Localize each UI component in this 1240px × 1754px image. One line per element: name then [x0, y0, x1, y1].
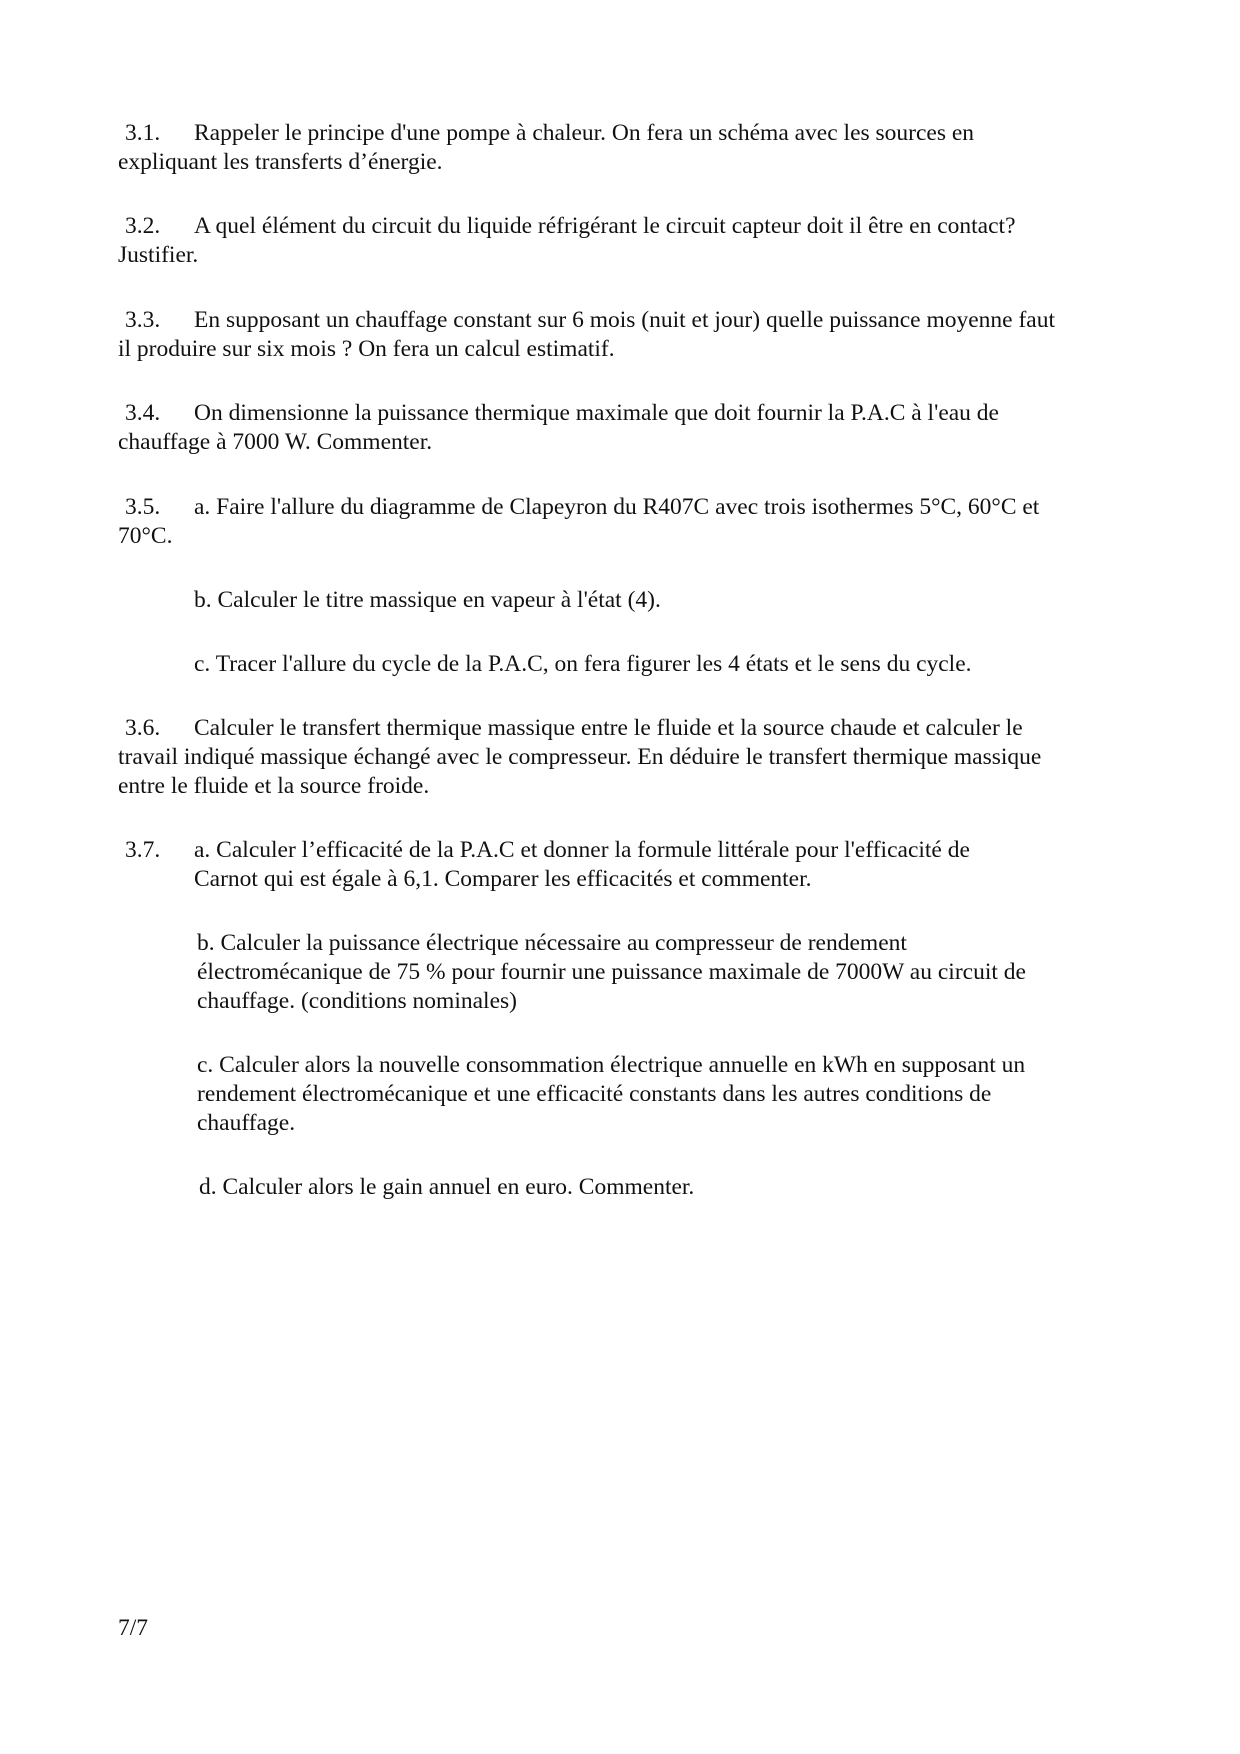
question-3-5 — [118, 493, 1118, 551]
question-text: Rappeler le principe d'une pompe à chaleur. On fera un schéma avec les sources en — [194, 120, 975, 146]
question-text-continued: Carnot qui est égale à 6,1. Comparer les efficacités et commenter. — [194, 866, 812, 892]
question-number: 3.6. — [125, 715, 161, 741]
sub-question-text: rendement électromécanique et une efficacité constants dans les autres conditions de — [197, 1081, 992, 1107]
page-number: 7/7 — [118, 1615, 149, 1641]
question-text-continued: travail indiqué massique échangé avec le compresseur. En déduire le transfert thermique massique — [118, 744, 1042, 770]
question-3-3 — [118, 306, 1118, 364]
question-text: A quel élément du circuit du liquide réfrigérant le circuit capteur doit il être en contact? — [194, 213, 1016, 239]
sub-question-text: chauffage. — [197, 1110, 296, 1136]
sub-question-text: électromécanique de 75 % pour fournir une puissance maximale de 7000W au circuit de — [197, 959, 1026, 985]
question-number: 3.5. — [125, 494, 161, 520]
sub-question-text: chauffage. (conditions nominales) — [197, 988, 517, 1014]
question-3-4 — [118, 399, 1118, 457]
question-text-continued: entre le fluide et la source froide. — [118, 773, 430, 799]
question-3-2 — [118, 212, 1118, 270]
question-3-1 — [118, 119, 1118, 177]
question-text-continued: 70°C. — [118, 523, 173, 549]
question-number: 3.3. — [125, 307, 161, 333]
question-3-7-d — [123, 1173, 1123, 1202]
sub-question-text: c. Calculer alors la nouvelle consommation électrique annuelle en kWh en supposant un — [197, 1052, 1026, 1078]
question-text-continued: expliquant les transferts d’énergie. — [118, 149, 443, 175]
question-text: En supposant un chauffage constant sur 6 mois (nuit et jour) quelle puissance moyenne faut — [194, 307, 1056, 333]
question-number: 3.7. — [125, 837, 161, 863]
sub-question-text: d. Calculer alors le gain annuel en euro. Commenter. — [199, 1174, 695, 1200]
question-3-6 — [118, 714, 1118, 801]
question-text: a. Faire l'allure du diagramme de Clapeyron du R407C avec trois isothermes 5°C, 60°C et — [194, 494, 1040, 520]
question-3-7-c — [121, 1051, 1121, 1138]
question-number: 3.1. — [125, 120, 161, 146]
question-text-continued: Justifier. — [118, 242, 199, 268]
question-number: 3.4. — [125, 400, 161, 426]
question-3-7-b — [121, 929, 1121, 1016]
question-3-5-c — [118, 650, 1118, 679]
question-text-continued: il produire sur six mois ? On fera un calcul estimatif. — [118, 336, 615, 362]
question-3-5-b — [118, 586, 1118, 615]
question-3-7 — [118, 836, 1118, 894]
sub-question-text: c. Tracer l'allure du cycle de la P.A.C, on fera figurer les 4 états et le sens du cycle. — [194, 651, 972, 677]
question-text-continued: chauffage à 7000 W. Commenter. — [118, 429, 433, 455]
question-number: 3.2. — [125, 213, 161, 239]
question-text: On dimensionne la puissance thermique maximale que doit fournir la P.A.C à l'eau de — [194, 400, 999, 426]
sub-question-text: b. Calculer la puissance électrique nécessaire au compresseur de rendement — [197, 930, 907, 956]
question-text: Calculer le transfert thermique massique entre le fluide et la source chaude et calculer le — [194, 715, 1023, 741]
sub-question-text: b. Calculer le titre massique en vapeur à l'état (4). — [194, 587, 661, 613]
question-text: a. Calculer l’efficacité de la P.A.C et donner la formule littérale pour l'efficacité de — [194, 837, 970, 863]
